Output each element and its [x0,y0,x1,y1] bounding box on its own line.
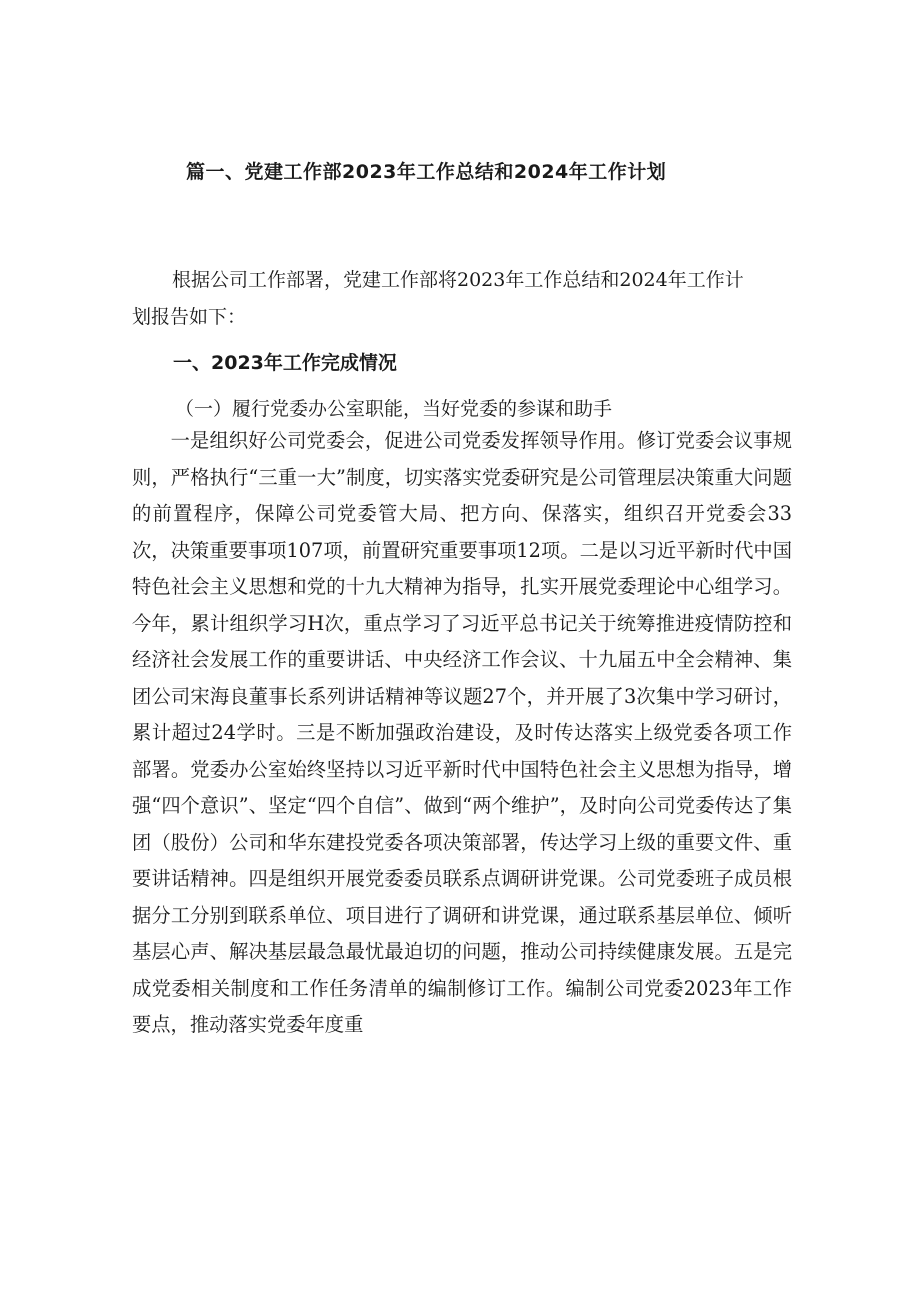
document-title: 篇一、党建工作部2023年工作总结和2024年工作计划 [186,161,667,183]
intro-line-1: 根据公司工作部署，党建工作部将2023年工作总结和2024年工作计 [172,269,744,291]
body-paragraph: 一是组织好公司党委会，促进公司党委发挥领导作用。修订党委会议事规则，严格执行“三重一大”制度，切实落实党委研究是公司管理层决策重大问题的前置程序，保障公司党委管大局、把方向、保落实，组织召开党委会33次，决策重要事项107项，前置研究重要事项12项。二是以习近平新时代中国特色社会主义思想和党的十九大精神为指导，扎实开展党委理论中心组学习。今年，累计组织学习H次，重点学习了习近平总书记关于统筹推进疫情防控和经济社会发展工作的重要讲话、中央经济工作会议、十九届五中全会精神、集团公司宋海良董事长系列讲话精神等议题27个，并开展了3次集中学习研讨，累计超过24学时。三是不断加强政治建设，及时传达落实上级党委各项工作部署。党委办公室始终坚持以习近平新时代中国特色社会主义思想为指导，增强“四个意识”、坚定“四个自信”、做到“两个维护”，及时向公司党委传达了集团（股份）公司和华东建投党委各项决策部署，传达学习上级的重要文件、重要讲话精神。四是组织开展党委委员联系点调研讲党课。公司党委班子成员根据分工分别到联系单位、项目进行了调研和讲党课，通过联系基层单位、倾听基层心声、解决基层最急最忧最迫切的问题，推动公司持续健康发展。五是完成党委相关制度和工作任务清单的编制修订工作。编制公司党委2023年工作要点，推动落实党委年度重 [132,429,792,1036]
intro-line-2: 划报告如下： [132,306,247,328]
subsection-heading: （一）履行党委办公室职能，当好党委的参谋和助手 [175,398,613,420]
section-heading: 一、2023年工作完成情况 [173,352,397,374]
